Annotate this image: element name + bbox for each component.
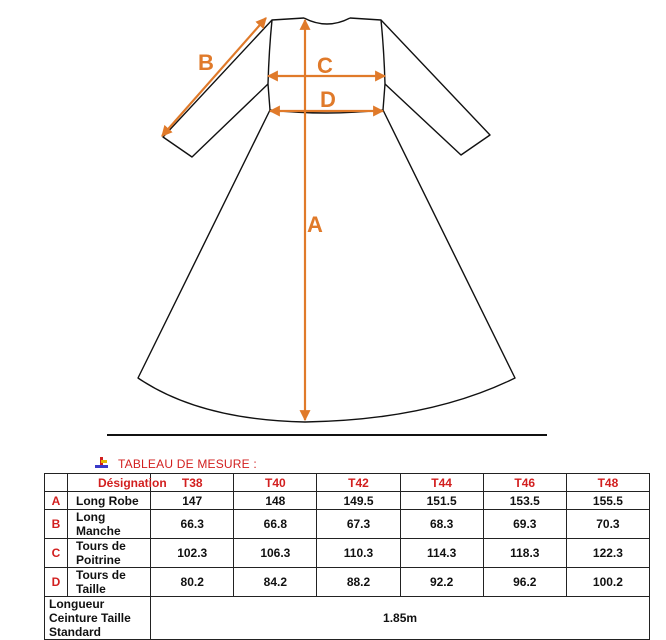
table-row-a <box>45 492 650 510</box>
row-name: Tours de Taille <box>68 568 151 597</box>
row-value: 80.2 <box>151 568 234 597</box>
dress-outline <box>138 18 515 422</box>
row-value: 66.3 <box>151 510 234 539</box>
header-designation: Désignation <box>68 474 151 492</box>
row-value: 118.3 <box>483 539 566 568</box>
dimension-c-label: C <box>317 53 333 78</box>
dimension-d-label: D <box>320 87 336 112</box>
row-value: 149.5 <box>317 492 400 510</box>
header-size-t38: T38 <box>151 474 234 492</box>
row-value: 151.5 <box>400 492 483 510</box>
left-sleeve <box>163 18 304 157</box>
table-header-row <box>45 474 650 492</box>
row-value: 96.2 <box>483 568 566 597</box>
header-size-t40: T40 <box>234 474 317 492</box>
row-value: 68.3 <box>400 510 483 539</box>
row-value: 70.3 <box>566 510 649 539</box>
header-size-t48: T48 <box>566 474 649 492</box>
dimension-lines <box>162 18 385 420</box>
header-size-t46: T46 <box>483 474 566 492</box>
right-sleeve <box>350 18 490 155</box>
row-value: 92.2 <box>400 568 483 597</box>
header-size-t42: T42 <box>317 474 400 492</box>
table-title <box>94 456 257 472</box>
table-row-d <box>45 568 650 597</box>
row-value: 100.2 <box>566 568 649 597</box>
header-size-t44: T44 <box>400 474 483 492</box>
row-value: 110.3 <box>317 539 400 568</box>
row-value: 88.2 <box>317 568 400 597</box>
row-value: 67.3 <box>317 510 400 539</box>
table-title-text: TABLEAU DE MESURE : <box>118 457 257 471</box>
dimension-a-label: A <box>307 212 323 237</box>
row-name: Long Manche <box>68 510 151 539</box>
table-footer-row <box>45 597 650 640</box>
row-value: 122.3 <box>566 539 649 568</box>
dimension-b-arrow <box>162 18 266 136</box>
table-row-c <box>45 539 650 568</box>
footer-value: 1.85m <box>151 597 650 640</box>
dimension-b-label: B <box>198 50 214 75</box>
row-name: Long Robe <box>68 492 151 510</box>
row-key: A <box>45 492 68 510</box>
row-key: B <box>45 510 68 539</box>
table-row-b <box>45 510 650 539</box>
row-key: D <box>45 568 68 597</box>
measurement-table <box>44 473 650 640</box>
skirt <box>138 110 515 422</box>
header-key-cell <box>45 474 68 492</box>
row-value: 102.3 <box>151 539 234 568</box>
row-value: 69.3 <box>483 510 566 539</box>
row-key: C <box>45 539 68 568</box>
row-value: 84.2 <box>234 568 317 597</box>
row-value: 147 <box>151 492 234 510</box>
row-value: 153.5 <box>483 492 566 510</box>
row-value: 106.3 <box>234 539 317 568</box>
row-value: 114.3 <box>400 539 483 568</box>
divider-line <box>107 434 547 436</box>
row-value: 66.8 <box>234 510 317 539</box>
footer-label: Longueur Ceinture Taille Standard <box>45 597 151 640</box>
row-value: 155.5 <box>566 492 649 510</box>
table-bullet-icon <box>94 457 110 471</box>
row-name: Tours de Poitrine <box>68 539 151 568</box>
row-value: 148 <box>234 492 317 510</box>
